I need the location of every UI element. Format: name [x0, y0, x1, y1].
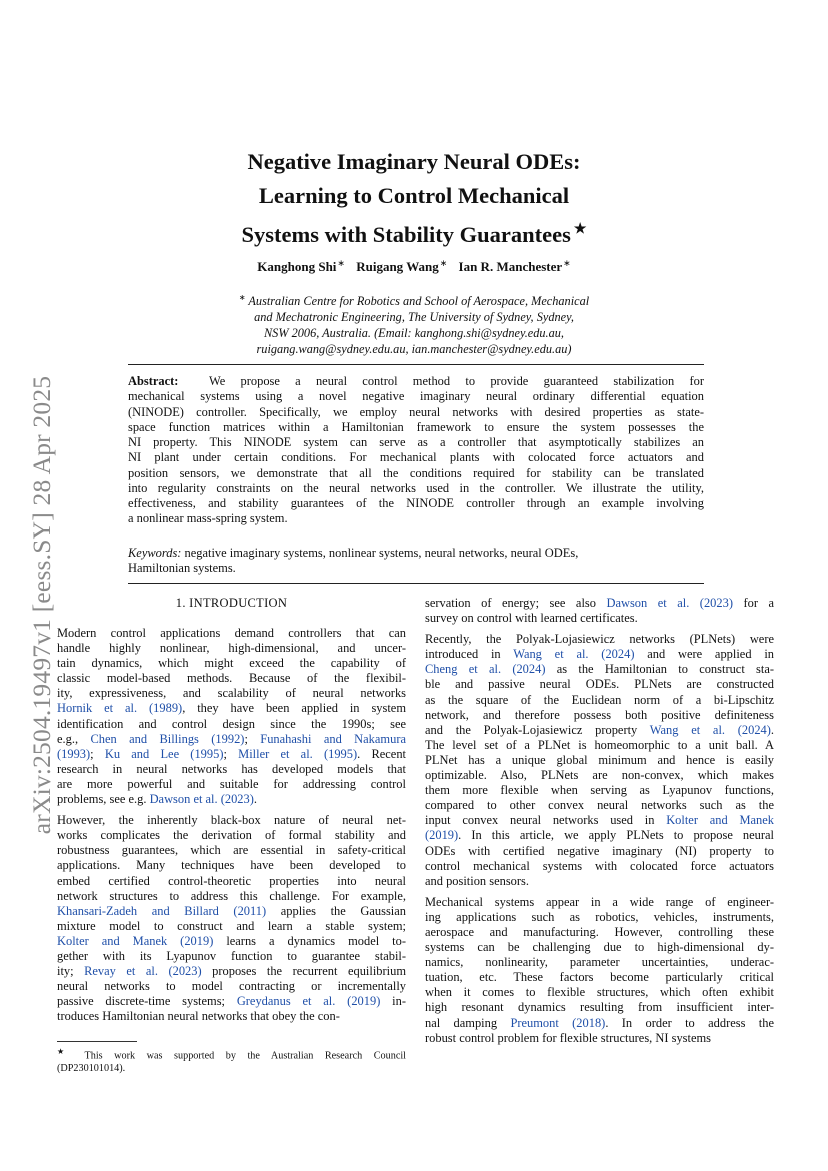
affiliation-text: Australian Centre for Robotics and School of Aerospace, Mechanical: [248, 294, 590, 309]
footnote-rule: [57, 1041, 137, 1042]
text-line: [425, 970, 774, 985]
text-segment: gether with its Lyapunov function to guarantee stabil-: [57, 948, 406, 963]
text-line: [425, 859, 774, 874]
text-segment: handle highly nonlinear, high-dimensional, and uncer-: [57, 641, 406, 656]
text-line: [57, 1009, 406, 1024]
paragraph: [425, 895, 774, 1046]
abstract-text: We propose a neural control method to provide guaranteed stabilization for: [208, 374, 704, 388]
citation-link[interactable]: Greydanus et al. (2019): [236, 994, 381, 1009]
abstract-line: a nonlinear mass-spring system.: [128, 511, 288, 526]
text-line: [57, 641, 406, 656]
citation-link[interactable]: Dawson et al. (2023): [149, 792, 254, 807]
text-line: [425, 828, 774, 843]
text-line: [57, 762, 406, 777]
keywords-line: [128, 546, 704, 561]
text-segment: ;: [90, 746, 105, 761]
text-segment: Recently, the Polyak-Lojasiewicz networks (PLNets) were: [425, 632, 774, 647]
citation-link[interactable]: (1993): [57, 746, 91, 761]
right-column: [425, 596, 774, 1052]
title-line: Learning to Control Mechanical: [258, 183, 570, 208]
text-segment: problems, see e.g.: [57, 792, 150, 807]
text-segment: in-: [380, 994, 406, 1009]
author: [459, 259, 571, 274]
text-segment: e.g.,: [57, 731, 91, 746]
text-segment: embed certified control-theoretic properties into neural: [57, 873, 406, 888]
abstract-line: NI plant under certain conditions. For mechanical plants with colocated force actuators and: [128, 450, 704, 465]
abstract-line: position sensors, we demonstrate that all the conditions required for stability can be translated: [128, 465, 704, 480]
text-line: [425, 985, 774, 1000]
text-line: [425, 677, 774, 692]
author: [257, 259, 345, 274]
title-line: [150, 213, 678, 252]
text-line: [57, 626, 406, 641]
keywords-block: [128, 546, 704, 577]
text-segment: for a: [732, 596, 775, 610]
text-segment: compared to other convex neural networks such as the: [425, 798, 774, 813]
text-line: [57, 843, 406, 858]
author-name: Kanghong Shi: [257, 259, 337, 275]
citation-link[interactable]: Chen and Billings (1992): [90, 731, 245, 746]
text-line: [425, 753, 774, 768]
text-segment: ;: [223, 746, 239, 761]
citation-link[interactable]: Cheng et al. (2024): [425, 662, 546, 677]
text-line: [57, 747, 406, 762]
text-segment: as the square of the Euclidean norm of a bi-Lipschitz: [425, 692, 774, 707]
text-line: [425, 1016, 774, 1031]
text-segment: ble and passive neural ODEs. PLNets are constructed: [425, 677, 774, 692]
author-affiliation-mark: ∗: [337, 258, 345, 268]
text-line: [425, 910, 774, 925]
abstract-line: mechanical systems using a novel negative imaginary neural ordinary differential equation: [128, 389, 704, 404]
abstract-top-rule: [128, 364, 704, 365]
text-line: [425, 693, 774, 708]
abstract-line: into regularity constraints on the neural networks used in the controller. We illustrate the utility,: [128, 480, 704, 495]
text-line: [57, 717, 406, 732]
text-line: [57, 858, 406, 873]
text-segment: input convex neural networks used in: [425, 813, 667, 828]
citation-link[interactable]: Preumont (2018): [510, 1015, 606, 1030]
text-segment: mixture model to construct and learn a stable system;: [57, 918, 406, 933]
text-line: [425, 844, 774, 859]
text-line: [425, 783, 774, 798]
text-line: [57, 701, 406, 716]
abstract-label: Abstract:: [128, 374, 179, 388]
text-line: [425, 1031, 774, 1046]
text-segment: However, the inherently black-box nature of neural net-: [57, 813, 406, 828]
text-line: [425, 611, 774, 626]
citation-link[interactable]: Hornik et al. (1989): [57, 701, 183, 716]
text-segment: . In order to address the: [605, 1015, 774, 1030]
text-segment: as the Hamiltonian to construct sta-: [545, 662, 774, 677]
citation-link[interactable]: Ku and Lee (1995): [104, 746, 224, 761]
text-line: [425, 596, 774, 611]
text-line: [57, 671, 406, 686]
text-segment: control mechanical systems with colocated force actuators: [425, 858, 774, 873]
text-segment: PLNet has a unique global minimum and hence is easily: [425, 752, 774, 767]
text-line: [57, 904, 406, 919]
text-line: [57, 919, 406, 934]
text-segment: when it comes to flexible structures, which often exhibit: [425, 985, 774, 1000]
text-segment: high resonant dynamics resulting from insufficient inter-: [425, 1000, 774, 1015]
citation-link[interactable]: Wang et al. (2024): [513, 647, 635, 662]
text-line: [425, 708, 774, 723]
paper-title: [150, 145, 678, 252]
paragraph: [425, 632, 774, 889]
text-segment: Mechanical systems appear in a wide range of engineer-: [425, 894, 774, 909]
text-segment: and the Polyak-Lojasiewicz property: [425, 722, 650, 737]
text-segment: classic model-based methods. Because of the flexibil-: [57, 671, 406, 686]
abstract-line: (NINODE) controller. Specifically, we employ neural networks with desired properties as state-: [128, 404, 704, 419]
text-segment: applies the Gaussian: [266, 903, 406, 918]
text-segment: aerospace and manufacturing. However, controlling these: [425, 924, 774, 939]
author-name: Ian R. Manchester: [458, 259, 563, 275]
citation-link[interactable]: Khansari-Zadeh and Billard (2011): [57, 903, 267, 918]
abstract-line: NI property. This NINODE system can serve as a controller that asymptotically stabilizes an: [128, 435, 704, 449]
affiliation-line: ruigang.wang@sydney.edu.au, ian.manchester@sydney.edu.au): [256, 342, 572, 357]
text-line: [57, 813, 406, 828]
text-segment: proposes the recurrent equilibrium: [201, 964, 407, 979]
affiliation-line: NSW 2006, Australia. (Email: kanghong.shi@sydney.edu.au,: [263, 326, 565, 341]
affiliation-block: [200, 290, 628, 357]
citation-link[interactable]: Revay et al. (2023): [84, 964, 202, 979]
affiliation-line: and Mechatronic Engineering, The University of Sydney, Sydney,: [254, 310, 574, 325]
abstract-line: effectiveness, and stability guarantees of the NINODE controller through an example involving: [128, 496, 704, 510]
text-segment: ODEs with certified negative imaginary (NI) property to: [425, 843, 774, 858]
abstract-line: space function matrices within a Hamiltonian framework to ensure the system possesses the: [128, 419, 704, 434]
text-line: [57, 828, 406, 843]
text-line: [57, 792, 406, 807]
text-segment: network structures to address this challenge. For example,: [57, 888, 406, 903]
text-line: [57, 656, 406, 671]
text-segment: robustness guarantees, which are essential in safety-critical: [57, 843, 406, 858]
text-line: [57, 889, 406, 904]
text-segment: and position sensors.: [425, 873, 529, 888]
citation-link[interactable]: Miller et al. (1995): [238, 746, 358, 761]
abstract-block: [128, 374, 704, 527]
text-segment: tain dynamics, which might exceed the capability of: [57, 656, 406, 671]
text-line: [57, 777, 406, 792]
text-segment: . Recent: [357, 746, 406, 761]
text-segment: ;: [244, 731, 261, 746]
keywords-line: Hamiltonian systems.: [128, 561, 236, 576]
text-line: [425, 768, 774, 783]
text-line: [425, 925, 774, 940]
text-line: [57, 994, 406, 1009]
title-line-text: Systems with Stability Guarantees: [241, 222, 571, 247]
text-segment: network, and therefore possess both positive definiteness: [425, 707, 774, 722]
text-segment: robust control problem for flexible structures, NI systems: [425, 1030, 712, 1045]
citation-link[interactable]: Kolter and Manek: [666, 813, 774, 828]
author-list: [150, 258, 678, 275]
abstract-line: [128, 374, 704, 389]
paragraph: [425, 596, 774, 626]
text-segment: . In this article, we apply PLNets to propose neural: [458, 828, 774, 843]
text-line: [425, 955, 774, 970]
keywords-label: Keywords:: [128, 546, 182, 560]
text-segment: tuation, etc. These factors become particularly critical: [425, 970, 774, 985]
text-segment: applications. Many techniques have been developed to: [57, 858, 406, 873]
keywords-text: negative imaginary systems, nonlinear systems, neural networks, neural ODEs,: [184, 546, 579, 560]
text-segment: ing applications such as robotics, vehicles, instruments,: [425, 909, 774, 924]
footnote-line: (DP230101014).: [57, 1063, 126, 1075]
text-segment: neural networks to model contracting or incrementally: [57, 979, 406, 994]
text-segment: troduces Hamiltonian neural networks that obey the con-: [57, 1009, 340, 1024]
text-line: [425, 723, 774, 738]
footnote: [57, 1045, 406, 1075]
text-segment: identification and control design since the 1990s; see: [57, 716, 406, 731]
text-line: [425, 874, 774, 889]
text-line: [425, 813, 774, 828]
text-line: [57, 732, 406, 747]
text-segment: passive discrete-time systems;: [57, 994, 237, 1009]
text-segment: , they have been applied in system: [182, 701, 406, 716]
title-footnote-mark[interactable]: ★: [573, 222, 587, 237]
abstract-bottom-rule: [128, 583, 704, 584]
text-line: [425, 647, 774, 662]
text-line: [57, 934, 406, 949]
text-segment: research in neural networks has developed models that: [57, 761, 406, 776]
text-segment: systems can be challenging due to high-dimensional dy-: [425, 940, 774, 955]
text-segment: optimizable. Also, PLNets are non-convex, which makes: [425, 768, 774, 783]
paragraph: [57, 626, 406, 807]
text-segment: ity;: [57, 964, 85, 979]
citation-link[interactable]: Funahashi and Nakamura: [260, 731, 406, 746]
author-affiliation-mark: ∗: [563, 258, 571, 268]
text-line: [57, 979, 406, 994]
text-segment: them more flexible when serving as Lyapunov functions,: [425, 783, 774, 798]
text-line: [57, 949, 406, 964]
author: [356, 259, 447, 274]
citation-link[interactable]: Kolter and Manek (2019): [57, 933, 214, 948]
text-segment: and were applied in: [634, 647, 774, 662]
text-line: [425, 940, 774, 955]
text-segment: introduced in: [425, 647, 514, 662]
author-affiliation-mark: ∗: [439, 258, 448, 268]
text-segment: Modern control applications demand controllers that can: [57, 626, 406, 640]
text-segment: .: [253, 792, 257, 807]
text-line: [425, 1000, 774, 1015]
text-segment: nal damping: [425, 1015, 511, 1030]
text-line: [425, 738, 774, 753]
text-segment: ity, expressiveness, and scalability of neural networks: [57, 686, 406, 701]
paragraph: [57, 813, 406, 1024]
text-line: [57, 874, 406, 889]
text-line: [425, 895, 774, 910]
text-segment: The level set of a PLNet is homeomorphic to a unit ball. A: [425, 737, 774, 752]
arxiv-identifier-text: arXiv:2504.19497v1 [eess.SY] 28 Apr 2025: [27, 375, 56, 835]
text-segment: .: [770, 722, 775, 737]
footnote-text: This work was supported by the Australian Research Council: [84, 1050, 406, 1062]
citation-link[interactable]: (2019): [425, 828, 459, 843]
author-name: Ruigang Wang: [356, 259, 439, 275]
footnote-mark: ★: [57, 1047, 74, 1056]
text-segment: learns a dynamics model to-: [213, 933, 406, 948]
citation-link[interactable]: Wang et al. (2024): [649, 722, 771, 737]
text-line: [425, 798, 774, 813]
text-segment: servation of energy; see also: [425, 596, 607, 610]
citation-link[interactable]: Dawson et al. (2023): [606, 596, 733, 610]
affiliation-line: [200, 290, 628, 309]
text-line: [57, 964, 406, 979]
text-segment: works complicates the derivation of formal stability and: [57, 828, 406, 843]
text-line: [425, 632, 774, 647]
left-column: [57, 596, 406, 1030]
arxiv-identifier-stamp: [22, 325, 62, 885]
text-segment: survey on control with learned certificates.: [425, 611, 638, 626]
text-segment: are more powerful and suitable for addressing control: [57, 776, 406, 791]
section-heading-introduction: 1. INTRODUCTION: [175, 596, 288, 610]
title-line: Negative Imaginary Neural ODEs:: [247, 149, 581, 174]
affiliation-mark: ∗: [238, 293, 246, 302]
text-line: [425, 662, 774, 677]
text-line: [57, 686, 406, 701]
text-segment: namics, nonlinearity, parameter uncertainties, underac-: [425, 955, 774, 970]
footnote-line: [57, 1045, 406, 1062]
